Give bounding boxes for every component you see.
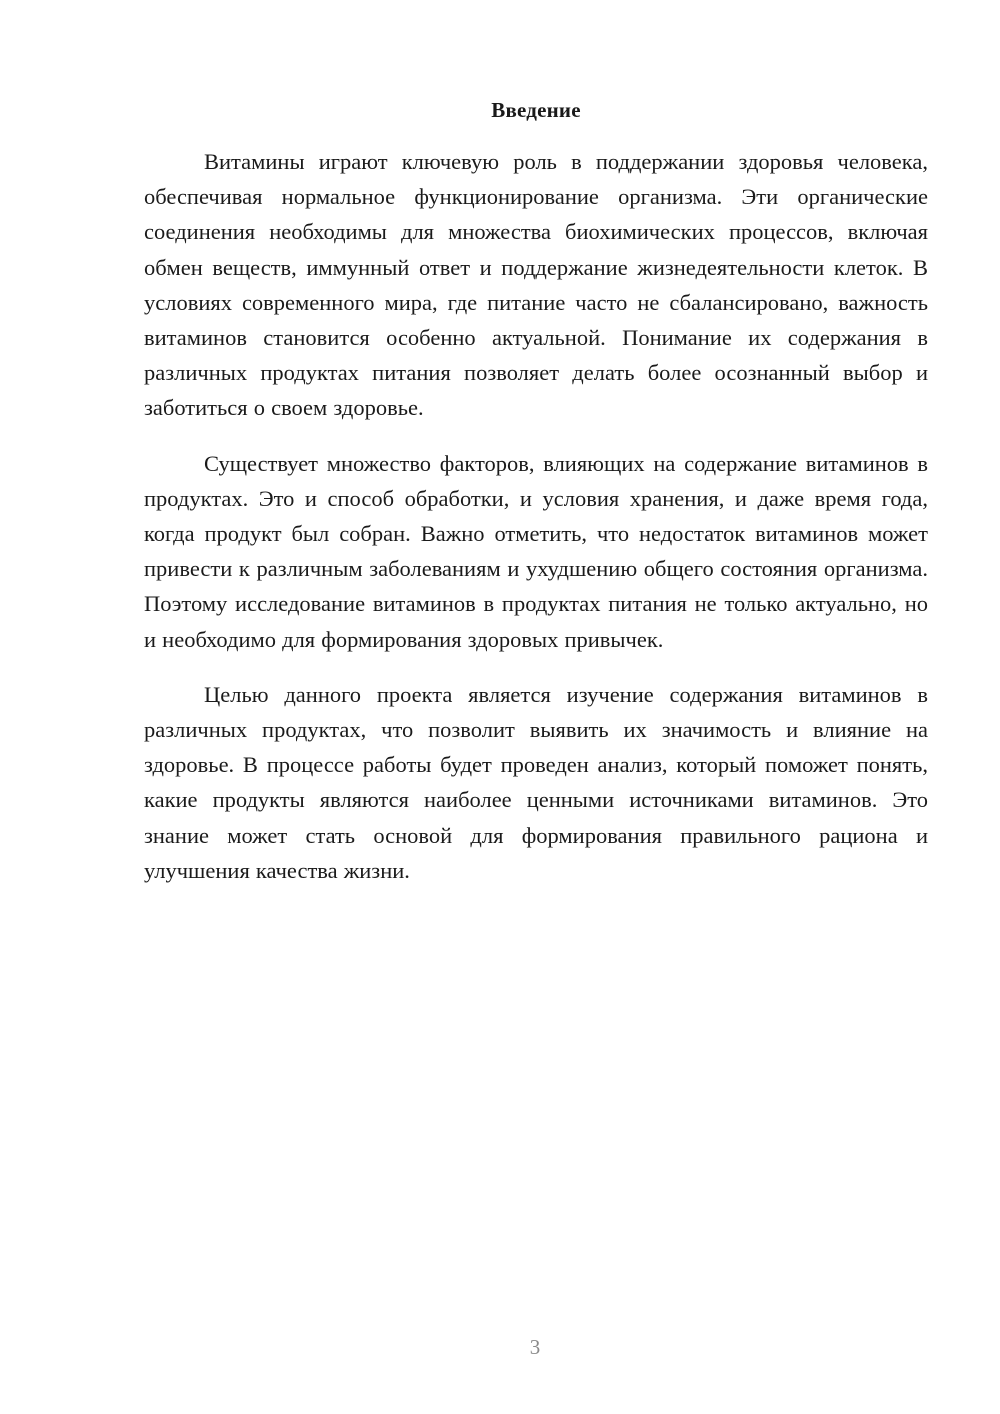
- paragraph-3: Целью данного проекта является изучение содержания витаминов в различных продуктах, что позволит выявить их значимость и влияние на здоровье. В процессе работы будет проведен анализ, который поможет понять, какие продукты являются наиболее ценными источниками витаминов. Это знание может стать основой для формирования правильного рациона и улучшения качества жизни.: [144, 681, 928, 883]
- page-number: 3: [529, 1335, 541, 1359]
- section-heading: Введение: [491, 98, 581, 122]
- paragraph-2: Существует множество факторов, влияющих на содержание витаминов в продуктах. Это и способ обработки, и условия хранения, и даже время года, когда продукт был собран. Важно отметить, что недостаток витаминов может привести к различным заболеваниям и ухудшению общего состояния организма. Поэтому исследование витаминов в продуктах питания не только актуально, но и необходимо для формирования здоровых привычек.: [144, 450, 928, 652]
- paragraph-1: Витамины играют ключевую роль в поддержании здоровья человека, обеспечивая нормальное функционирование организма. Эти органические соединения необходимы для множества биохимических процессов, включая обмен веществ, иммунный ответ и поддержание жизнедеятельности клеток. В условиях современного мира, где питание часто не сбалансировано, важность витаминов становится особенно актуальной. Понимание их содержания в различных продуктах питания позволяет делать более осознанный выбор и заботиться о своем здоровье.: [144, 149, 928, 421]
- page-content: [144, 96, 928, 908]
